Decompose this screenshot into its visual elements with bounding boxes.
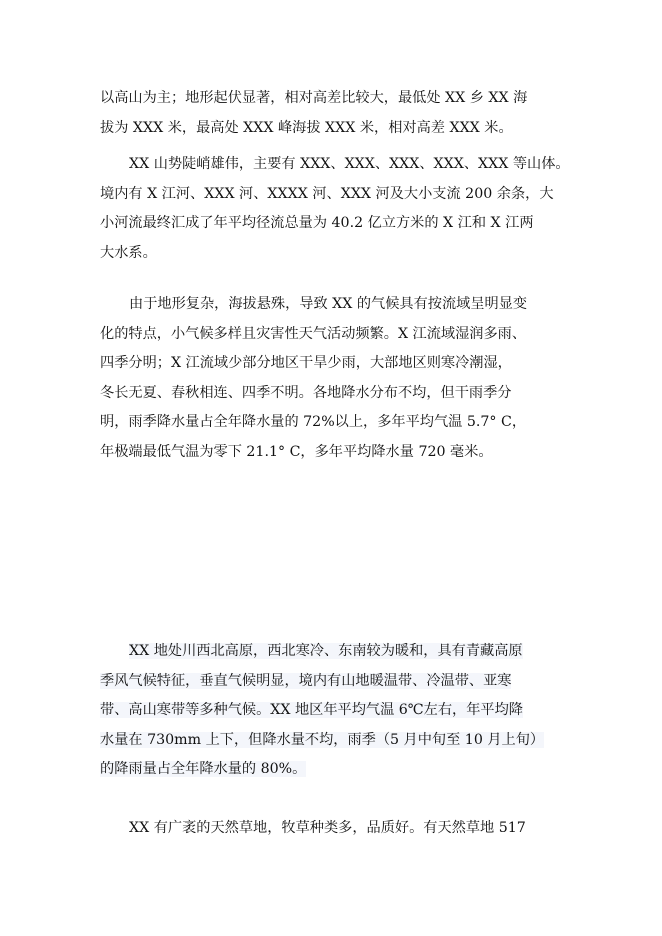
text-line: 由于地形复杂，海拔悬殊，导致 XX 的气候具有按流域呈明显变	[129, 296, 528, 312]
text-line	[100, 637, 555, 667]
text-line	[100, 726, 555, 756]
text-line: 境内有 X 江河、XXX 河、XXXX 河、XXX 河及大小支流 200 余条，大	[100, 185, 554, 202]
text-line: XX 山势陡峭雄伟，主要有 XXX、XXX、XXX、XXX、XXX 等山体。	[129, 156, 570, 172]
text-line: 四季分明；X 江流域少部分地区干旱少雨，大部地区则寒冷潮湿，	[100, 355, 512, 371]
paragraph-grassland	[100, 814, 555, 844]
highlighted-text: 水量在 730mm 上下，但降水量不均，雨季（5 月中旬至 10 月上旬）	[100, 731, 545, 748]
highlighted-text: 带、高山寒带等多种气候。XX 地区年平均气温 6℃左右，年平均降	[100, 702, 523, 718]
text-line	[100, 696, 555, 726]
text-line: 明，雨季降水量占全年降水量的 72%以上，多年平均气温 5.7° C，	[100, 414, 527, 430]
text-line: XX 有广袤的天然草地，牧草种类多，品质好。有天然草地 517	[129, 820, 526, 836]
text-line: 年极端最低气温为零下 21.1° C，多年平均降水量 720 毫米。	[100, 443, 493, 460]
highlighted-text: XX 地处川西北高原，西北寒冷、东南较为暖和，具有青藏高原	[129, 643, 523, 659]
paragraph-terrain	[100, 84, 555, 143]
text-line: 拔为 XXX 米，最高处 XXX 峰海拔 XXX 米，相对高差 XXX 米。	[100, 119, 513, 136]
paragraph-plateau-climate	[100, 637, 555, 785]
paragraph-climate	[100, 290, 555, 467]
text-line: 以高山为主；地形起伏显著，相对高差比较大，最低处 XX 乡 XX 海	[100, 90, 528, 106]
text-line	[100, 755, 555, 785]
paragraph-mountains-rivers	[100, 150, 570, 268]
highlighted-text: 季风气候特征，垂直气候明显，境内有山地暖温带、冷温带、亚寒	[100, 672, 512, 689]
text-line: 冬长无夏、春秋相连、四季不明。各地降水分布不均，但干雨季分	[100, 384, 512, 401]
text-line: 化的特点，小气候多样且灾害性天气活动频繁。X 江流域湿润多雨、	[100, 325, 527, 342]
text-line: 大水系。	[100, 244, 157, 261]
highlighted-text: 的降雨量占全年降水量的 80%。	[100, 761, 307, 777]
text-line: 小河流最终汇成了年平均径流总量为 40.2 亿立方米的 X 江和 X 江两	[100, 215, 534, 231]
text-line	[100, 667, 555, 697]
